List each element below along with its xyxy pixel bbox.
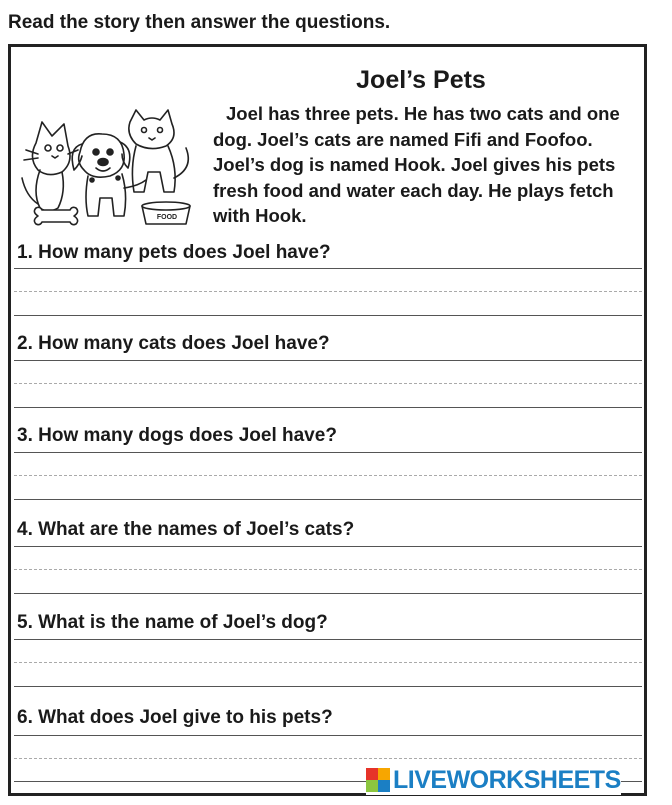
answer-guide-line bbox=[14, 569, 642, 570]
question-3: 3. How many dogs does Joel have? bbox=[17, 425, 337, 446]
bone-icon bbox=[34, 207, 77, 224]
cat-left-icon bbox=[22, 122, 78, 211]
answer-guide-line bbox=[14, 662, 642, 663]
pets-illustration bbox=[18, 108, 198, 230]
answer-line-bottom[interactable] bbox=[14, 593, 642, 594]
dog-icon bbox=[72, 134, 146, 216]
liveworksheets-logo bbox=[366, 765, 621, 795]
story-text: Joel has three pets. He has two cats and one dog. Joel’s cats are named Fifi and Foofoo. Joel’s dog is named Hook. Joel gives his pets fresh food and water each day. He plays fetch with Hook. bbox=[213, 103, 620, 226]
question-4: 4. What are the names of Joel’s cats? bbox=[17, 519, 355, 540]
answer-line-bottom[interactable] bbox=[14, 686, 642, 687]
story-title: Joel’s Pets bbox=[356, 66, 486, 94]
answer-line-bottom[interactable] bbox=[14, 315, 642, 316]
logo-icon bbox=[366, 768, 390, 792]
answer-line-top bbox=[14, 639, 642, 640]
answer-line-top bbox=[14, 452, 642, 453]
answer-line-top bbox=[14, 735, 642, 736]
question-1: 1. How many pets does Joel have? bbox=[17, 242, 331, 263]
instruction-text: Read the story then answer the questions. bbox=[8, 12, 391, 33]
question-6: 6. What does Joel give to his pets? bbox=[17, 707, 333, 728]
answer-guide-line bbox=[14, 291, 642, 292]
question-5: 5. What is the name of Joel’s dog? bbox=[17, 612, 328, 633]
answer-guide-line bbox=[14, 758, 642, 759]
answer-line-bottom[interactable] bbox=[14, 499, 642, 500]
answer-line-top bbox=[14, 268, 642, 269]
logo-text: LIVEWORKSHEETS bbox=[393, 765, 621, 794]
bowl-label: FOOD bbox=[156, 214, 178, 221]
answer-guide-line bbox=[14, 383, 642, 384]
answer-line-top bbox=[14, 360, 642, 361]
answer-line-bottom[interactable] bbox=[14, 407, 642, 408]
answer-line-top bbox=[14, 546, 642, 547]
cat-right-icon bbox=[129, 110, 188, 192]
question-2: 2. How many cats does Joel have? bbox=[17, 333, 330, 354]
answer-guide-line bbox=[14, 475, 642, 476]
